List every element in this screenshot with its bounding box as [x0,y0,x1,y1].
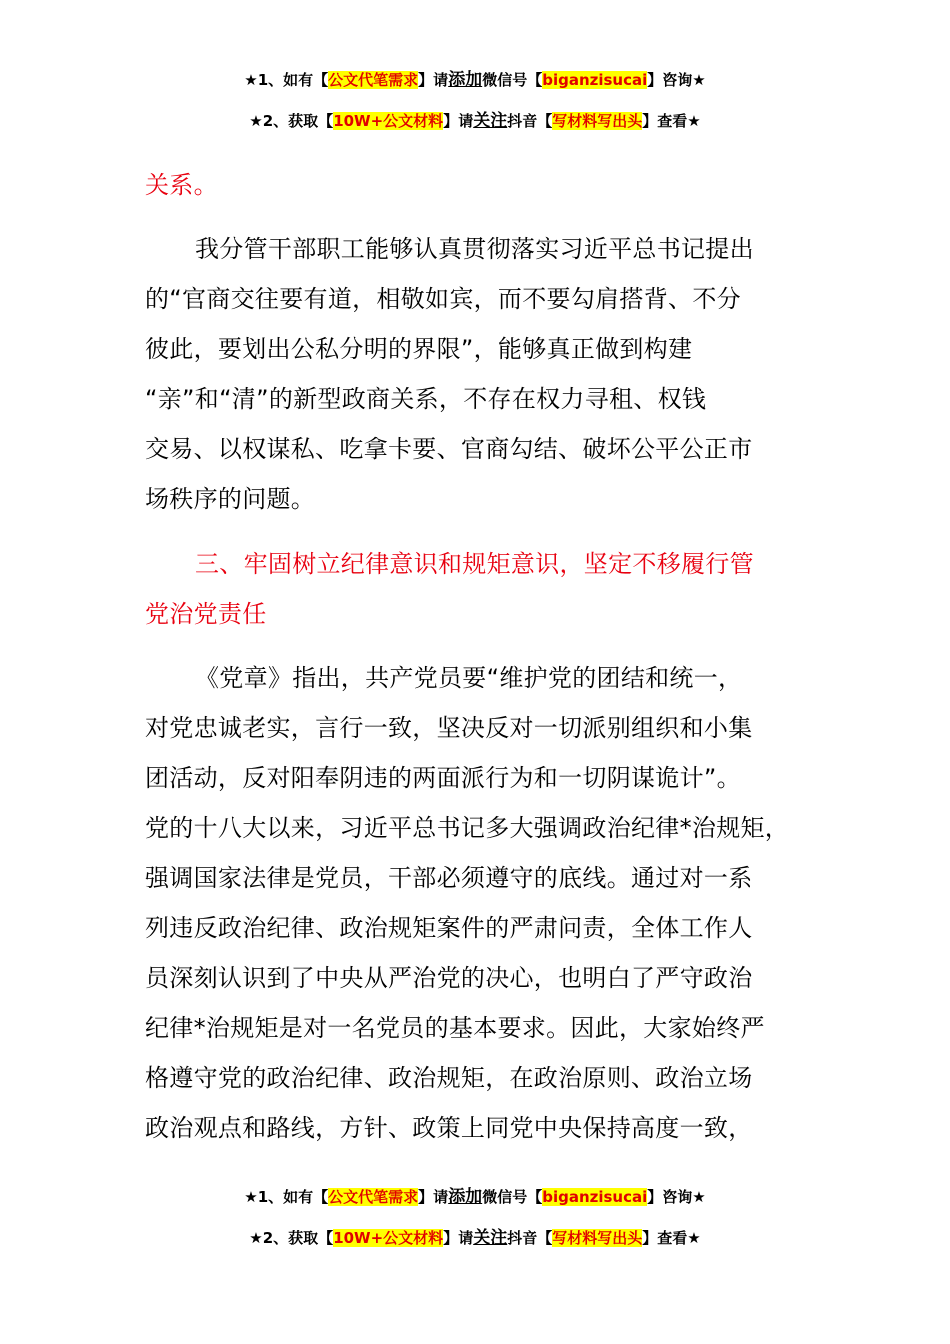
ad-highlight: 10W+公文材料 [333,1229,444,1247]
star-icon: ★ [244,71,258,89]
paragraph-line: 纪律*治规矩是对一名党员的基本要求。因此，大家始终严 [145,1014,765,1042]
ad-text: 2、获取【 [262,1229,334,1247]
paragraph-line: 格遵守党的政治纪律、政治规矩，在政治原则、政治立场 [145,1064,753,1092]
section-heading-3 [145,539,815,639]
ad-highlight: 写材料写出头 [552,1229,643,1247]
ad-text: 】请 [418,1188,449,1206]
footer-ad-line-2 [0,1226,950,1250]
paragraph-line: 列违反政治纪律、政治规矩案件的严肃问责，全体工作人 [145,914,753,942]
ad-underline: 添加 [448,70,483,90]
star-icon: ★ [249,1229,263,1247]
ad-text: 】请 [418,71,449,89]
ad-underline: 关注 [473,1228,508,1248]
ad-highlight: 写材料写出头 [552,112,643,130]
ad-text: 】查看 [642,1229,688,1247]
heading-line: 三、牢固树立纪律意识和规矩意识，坚定不移履行管 [195,550,754,578]
ad-text: 1、如有【 [257,71,329,89]
paragraph-line: 团活动，反对阳奉阴违的两面派行为和一切阴谋诡计”。 [145,764,741,792]
ad-highlight: 公文代笔需求 [328,71,419,89]
ad-underline: 关注 [473,111,508,131]
ad-text: 2、获取【 [262,112,334,130]
ad-highlight: 公文代笔需求 [328,1188,419,1206]
star-icon: ★ [687,112,701,130]
paragraph-2 [145,653,815,1153]
paragraph-line: 员深刻认识到了中央从严治党的决心，也明白了严守政治 [145,964,753,992]
document-body [145,160,815,210]
paragraph-1 [145,224,815,524]
ad-highlight: 10W+公文材料 [333,112,444,130]
ad-text: 】请 [443,1229,474,1247]
ad-text: 微信号【 [482,1188,543,1206]
paragraph-line: 场秩序的问题。 [145,485,316,513]
star-icon: ★ [244,1188,258,1206]
paragraph-line: 对党忠诚老实，言行一致，坚决反对一切派别组织和小集 [145,714,753,742]
ad-highlight: biganzisucai [542,71,648,89]
paragraph-line: 彼此，要划出公私分明的界限”，能够真正做到构建 [145,335,693,363]
paragraph-line: 《党章》指出，共产党员要“维护党的团结和统一， [195,664,743,692]
ad-text: 】查看 [642,112,688,130]
ad-underline: 添加 [448,1187,483,1207]
star-icon: ★ [249,112,263,130]
paragraph-line: 交易、以权谋私、吃拿卡要、官商勾结、破坏公平公正市 [145,435,753,463]
footer-ad-line-1 [0,1185,950,1209]
paragraph-line: 的“官商交往要有道，相敬如宾，而不要勾肩搭背、不分 [145,285,741,313]
star-icon: ★ [692,71,706,89]
ad-text: 】请 [443,112,474,130]
paragraph-line: 党的十八大以来，习近平总书记多大强调政治纪律*治规矩， [145,814,790,842]
paragraph-line: 强调国家法律是党员，干部必须遵守的底线。通过对一系 [145,864,753,892]
ad-text: 1、如有【 [257,1188,329,1206]
ad-text: 微信号【 [482,71,543,89]
header-ad-line-1 [0,68,950,92]
ad-text: 抖音【 [507,112,553,130]
star-icon: ★ [692,1188,706,1206]
fragment-text: 关系。 [145,171,218,199]
ad-text: 】咨询 [647,1188,693,1206]
heading-line: 党治党责任 [145,600,267,628]
ad-text: 】咨询 [647,71,693,89]
ad-highlight: biganzisucai [542,1188,648,1206]
paragraph-line: 我分管干部职工能够认真贯彻落实习近平总书记提出 [195,235,754,263]
header-ad-line-2 [0,109,950,133]
paragraph-line: 政治观点和路线，方针、政策上同党中央保持高度一致， [145,1114,753,1142]
star-icon: ★ [687,1229,701,1247]
paragraph-line: “亲”和“清”的新型政商关系，不存在权力寻租、权钱 [145,385,707,413]
ad-text: 抖音【 [507,1229,553,1247]
